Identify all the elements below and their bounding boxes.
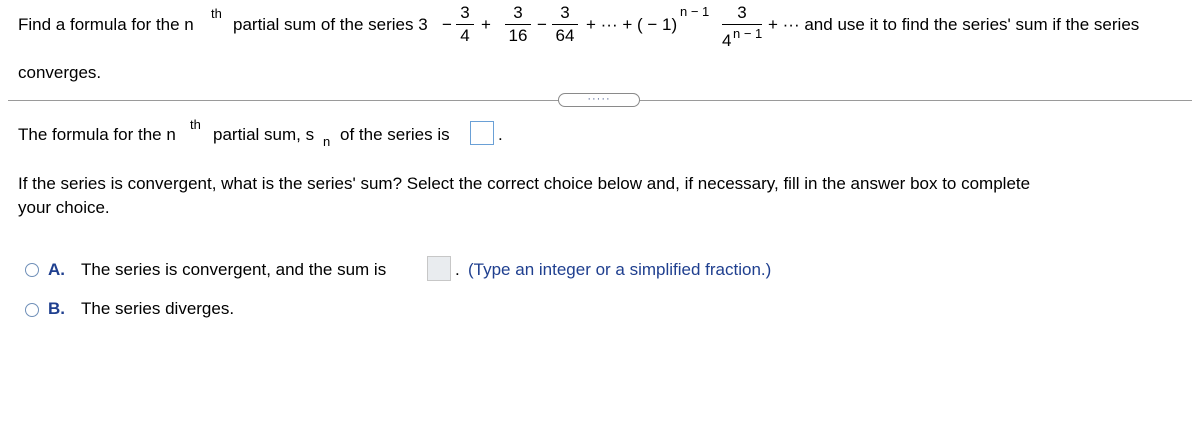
sn-formula-answer-box[interactable] [470,121,494,145]
question-line-2: converges. [18,63,102,82]
choice-b-radio[interactable] [25,303,39,317]
choice-a-period: . [455,260,460,279]
series-minus-1: − [442,15,452,34]
part-2-line-2: your choice. [18,198,110,217]
choice-a-text: The series is convergent, and the sum is [81,260,387,279]
fraction-4-denominator-base: 4 [722,31,732,50]
fraction-2-denominator: 16 [508,26,528,45]
choice-b-text: The series diverges. [81,299,235,318]
part-1-subscript-n: n [323,134,331,149]
question-prefix: Find a formula for the n [18,15,194,34]
question-tail: + ··· and use it to find the series' sum if the series [768,15,1140,34]
part-1-prefix: The formula for the n [18,125,176,144]
choice-a-radio[interactable] [25,263,39,277]
series-minus-2: − [537,15,547,34]
fraction-3-denominator: 64 [555,26,575,45]
fraction-3-numerator: 3 [560,3,570,22]
part-1-period: . [498,125,503,144]
part-2-line-1: If the series is convergent, what is the series' sum? Select the correct choice below and, if necessary, fill in the answer box to complete [18,174,1031,193]
fraction-2-bar [505,24,531,25]
part-1-mid: partial sum, s [213,125,315,144]
fraction-3-bar [552,24,578,25]
series-plus-1: + [481,15,491,34]
choice-b-letter: B. [48,299,65,318]
fraction-4-bar [722,24,762,25]
choice-a-letter: A. [48,260,65,279]
question-series-lead: partial sum of the series 3 [233,15,428,34]
part-1-th-superscript: th [190,117,201,132]
fraction-2-numerator: 3 [513,3,523,22]
fraction-1-numerator: 3 [460,3,470,22]
series-plus-dots: + ··· + ( − 1) [586,15,678,34]
question-th-superscript: th [211,6,222,21]
fraction-1-bar [456,24,474,25]
part-1-suffix: of the series is [340,125,450,144]
sum-answer-box[interactable] [427,256,451,281]
show-more-button[interactable]: ····· [558,93,640,107]
series-exponent: n − 1 [680,4,710,19]
fraction-4-numerator: 3 [737,3,747,22]
fraction-1-denominator: 4 [460,26,470,45]
fraction-4-denominator-exponent: n − 1 [733,26,763,41]
choice-a-hint: (Type an integer or a simplified fraction.) [468,260,772,279]
